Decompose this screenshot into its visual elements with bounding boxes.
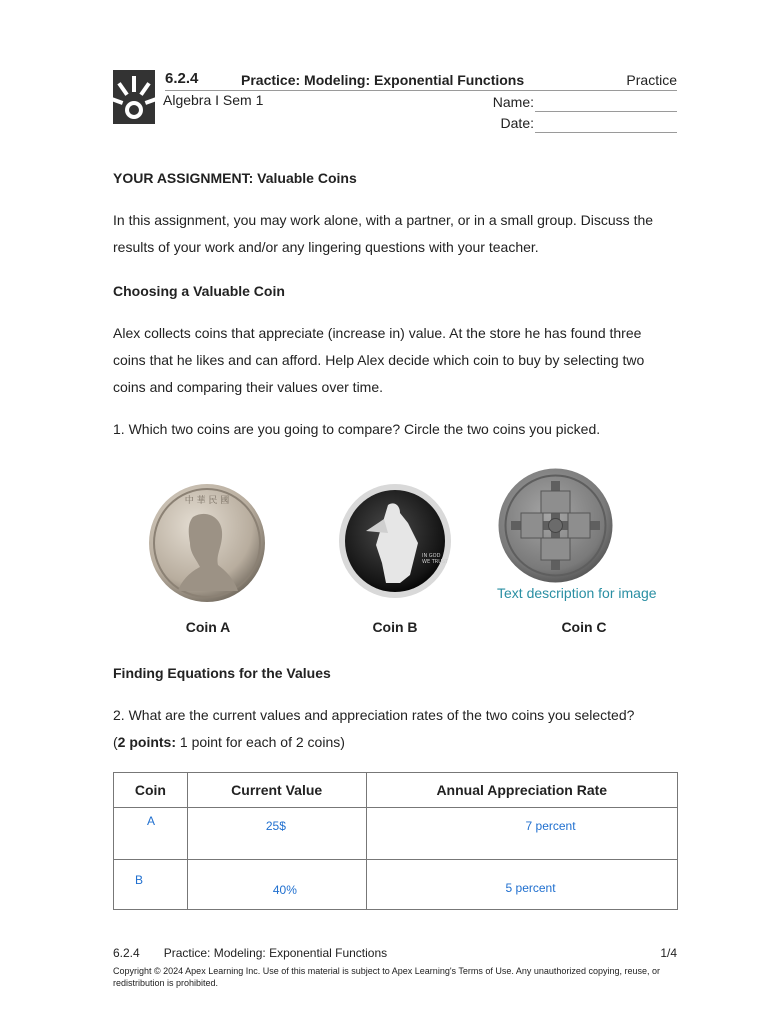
question-2 [113, 702, 673, 756]
table-header: Annual Appreciation Rate [366, 773, 677, 808]
points-bold: 2 points: [117, 734, 177, 750]
date-field[interactable] [535, 132, 677, 133]
page-number: 1/4 [660, 946, 677, 960]
question-2-points [113, 729, 673, 756]
table-cell-rate[interactable] [366, 860, 677, 910]
points-open: ( [113, 734, 118, 750]
svg-text:中 華 民 國: 中 華 民 國 [184, 496, 230, 506]
cell-text: 40% [272, 883, 297, 897]
cell-text: A [147, 814, 156, 828]
table-cell-value[interactable] [187, 808, 366, 860]
table-header-row [114, 773, 678, 808]
cell-text: 5 percent [505, 881, 556, 895]
table-cell-rate[interactable] [366, 808, 677, 860]
lesson-number: 6.2.4 [165, 70, 199, 87]
coin-b-label: Coin B [372, 619, 418, 635]
copyright-notice: Copyright © 2024 Apex Learning Inc. Use of this material is subject to Apex Learning's Terms of Use. Any unauthorized copying, reuse, or redistribution is prohibited. [113, 966, 660, 988]
coin-b-image[interactable] [338, 483, 452, 599]
footer-lesson-number: 6.2.4 [113, 946, 140, 960]
svg-text:IN GOD: IN GOD [422, 553, 441, 559]
date-label: Date: [500, 115, 534, 131]
doc-type: Practice [626, 72, 677, 88]
footer-lesson [113, 946, 387, 960]
svg-text:WE TRUST: WE TRUST [422, 559, 449, 565]
values-table [113, 772, 678, 910]
assignment-intro: In this assignment, you may work alone, with a partner, or in a small group. Discuss the results of your work and/or any lingering questions with your teacher. [113, 212, 654, 255]
assignment-heading: YOUR ASSIGNMENT: Valuable Coins [113, 170, 357, 186]
course-name: Algebra I Sem 1 [163, 92, 264, 108]
table-cell-coin[interactable] [114, 860, 188, 910]
coin-c-label: Coin C [561, 619, 607, 635]
name-field[interactable] [535, 111, 677, 112]
coin-c-image[interactable] [497, 467, 614, 584]
lesson-title: Practice: Modeling: Exponential Functions [241, 72, 525, 88]
question-1: 1. Which two coins are you going to compare? Circle the two coins you picked. [113, 421, 601, 437]
table-header: Coin [114, 773, 188, 808]
section-text-choosing: Alex collects coins that appreciate (increase in) value. At the store he has found three coins that he likes and can afford. Help Alex decide which coin to buy by selecting two coins and comparing their values over time. [113, 325, 645, 395]
cell-text: 7 percent [525, 819, 576, 833]
apex-logo-icon [113, 70, 155, 124]
table-header: Current Value [187, 773, 366, 808]
section-heading-choosing: Choosing a Valuable Coin [113, 283, 285, 299]
coin-c-description-link[interactable]: Text description for image [497, 585, 657, 601]
points-rest: 1 point for each of 2 coins) [176, 734, 345, 750]
table-row [114, 808, 678, 860]
cell-text: 25$ [265, 819, 286, 833]
table-cell-value[interactable] [187, 860, 366, 910]
table-cell-coin[interactable] [114, 808, 188, 860]
coin-a-image[interactable] [148, 483, 266, 603]
cell-text: B [135, 873, 144, 887]
section-heading-equations: Finding Equations for the Values [113, 665, 331, 681]
header-divider [165, 90, 677, 91]
footer-title: Practice: Modeling: Exponential Functions [163, 946, 388, 960]
table-row [114, 860, 678, 910]
coin-a-label: Coin A [185, 619, 231, 635]
question-2-text: 2. What are the current values and appreciation rates of the two coins you selected? [113, 707, 635, 723]
name-label: Name: [492, 94, 534, 110]
